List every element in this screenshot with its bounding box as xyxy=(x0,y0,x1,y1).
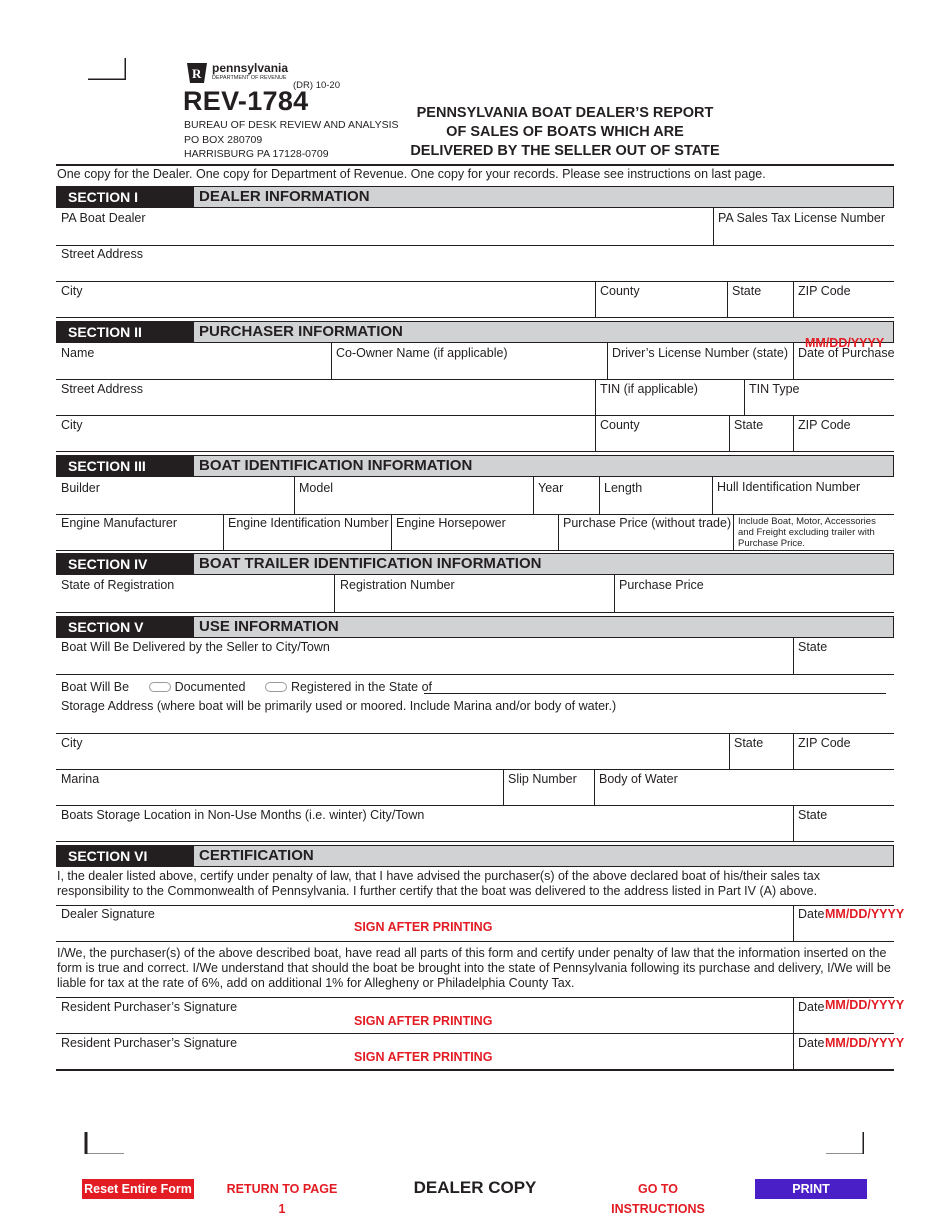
date-of-purchase-field[interactable]: Date of Purchase xyxy=(798,346,895,360)
purchaser-state-field[interactable]: State xyxy=(734,418,764,432)
tin-type-field[interactable]: TIN Type xyxy=(749,382,800,396)
revision: (DR) 10-20 xyxy=(293,80,340,91)
body-of-water-field[interactable]: Body of Water xyxy=(599,772,678,786)
trailer-purchase-price-field[interactable]: Purchase Price xyxy=(619,578,704,592)
registration-mark-top-left xyxy=(86,56,126,80)
svg-text:R: R xyxy=(192,66,202,81)
reset-form-button[interactable]: Reset Entire Form xyxy=(82,1179,194,1199)
engine-horsepower-field[interactable]: Engine Horsepower xyxy=(396,516,506,530)
purchaser-name-field[interactable]: Name xyxy=(61,346,95,360)
date-of-purchase-placeholder[interactable]: MM/DD/YYYY xyxy=(805,336,885,350)
storage-address-field[interactable]: Storage Address (where boat will be primarily used or moored. Include Marina and/or body of water.) xyxy=(61,699,617,713)
documented-radio[interactable] xyxy=(149,682,171,692)
length-field[interactable]: Length xyxy=(604,481,643,495)
resident-2-date-field[interactable]: MM/DD/YYYY xyxy=(825,1036,905,1050)
dealer-county-field[interactable]: County xyxy=(600,284,640,298)
price-note: Include Boat, Motor, Accessories and Freight excluding trailer with Purchase Price. xyxy=(738,516,876,549)
delivered-city-field[interactable]: Boat Will Be Delivered by the Seller to City/Town xyxy=(61,640,330,654)
form-title: PENNSYLVANIA BOAT DEALER’S REPORT OF SALES OF BOATS WHICH ARE DELIVERED BY THE SELLER OUT OF STATE xyxy=(410,105,720,159)
section-4-header: SECTION IV BOAT TRAILER IDENTIFICATION INFORMATION xyxy=(56,553,894,575)
storage-zip-field[interactable]: ZIP Code xyxy=(798,736,851,750)
resident-1-sign-after-printing: SIGN AFTER PRINTING xyxy=(354,1014,493,1028)
dealer-sign-after-printing: SIGN AFTER PRINTING xyxy=(354,920,493,934)
go-to-instructions-button[interactable]: GO TO INSTRUCTIONS xyxy=(611,1182,705,1216)
registered-label: Registered in the State of xyxy=(290,680,432,694)
purchaser-zip-field[interactable]: ZIP Code xyxy=(798,418,851,432)
dealer-certification-text: I, the dealer listed above, certify under penalty of law, that I have advised the purchaser(s) of the above declared boat of his/their sales tax responsibility to the Commonwealth of Pennsylvania. I further certify that the boat was delivered to the address listed in Part IV (A) above. xyxy=(57,869,820,898)
purchaser-city-field[interactable]: City xyxy=(61,418,83,432)
tin-field[interactable]: TIN (if applicable) xyxy=(600,382,698,396)
winter-storage-state-field[interactable]: State xyxy=(798,808,828,822)
section-1-header: SECTION I DEALER INFORMATION xyxy=(56,186,894,208)
logo-dept: DEPARTMENT OF REVENUE xyxy=(212,75,287,81)
dealer-city-field[interactable]: City xyxy=(61,284,83,298)
resident-signature-2-field[interactable]: Resident Purchaser’s Signature xyxy=(61,1036,238,1050)
section-5-header: SECTION V USE INFORMATION xyxy=(56,616,894,638)
dealer-date-label: Date xyxy=(798,907,825,921)
purchaser-certification-text: I/We, the purchaser(s) of the above described boat, have read all parts of this form and certify under penalty of law that the information inserted on the form is true and correct. I/We understand that should the boat be brought into the state of Pennsylvania following its purchase and delivery, I/We will be liable for tax at the rate of 6%, add on additional 1% for Allegheny or Philadelphia County Tax. xyxy=(57,946,891,990)
copy-label: DEALER COPY xyxy=(413,1178,537,1197)
builder-field[interactable]: Builder xyxy=(61,481,100,495)
purchase-price-field[interactable]: Purchase Price (without trade) xyxy=(563,516,732,530)
keystone-icon xyxy=(185,61,209,85)
purchaser-street-field[interactable]: Street Address xyxy=(61,382,143,396)
documented-label: Documented xyxy=(174,680,246,694)
slip-number-field[interactable]: Slip Number xyxy=(508,772,577,786)
model-field[interactable]: Model xyxy=(299,481,334,495)
year-field[interactable]: Year xyxy=(538,481,564,495)
storage-state-field[interactable]: State xyxy=(734,736,764,750)
hull-id-field[interactable]: Hull Identification Number xyxy=(717,480,861,494)
drivers-license-field[interactable]: Driver’s License Number (state) xyxy=(612,346,788,360)
dealer-name-field[interactable]: PA Boat Dealer xyxy=(61,211,146,225)
purchaser-county-field[interactable]: County xyxy=(600,418,640,432)
section-2-header: SECTION II PURCHASER INFORMATION xyxy=(56,321,894,343)
print-button[interactable]: PRINT xyxy=(755,1179,867,1199)
coowner-name-field[interactable]: Co-Owner Name (if applicable) xyxy=(336,346,508,360)
dealer-signature-field[interactable]: Dealer Signature xyxy=(61,907,155,921)
section-3-header: SECTION III BOAT IDENTIFICATION INFORMATION xyxy=(56,455,894,477)
dealer-state-field[interactable]: State xyxy=(732,284,762,298)
bureau-address: BUREAU OF DESK REVIEW AND ANALYSIS PO BOX 280709 HARRISBURG PA 17128-0709 xyxy=(184,119,399,160)
registered-state-input[interactable] xyxy=(424,693,886,694)
dealer-zip-field[interactable]: ZIP Code xyxy=(798,284,851,298)
resident-1-date-field[interactable]: MM/DD/YYYY xyxy=(825,998,905,1012)
dealer-date-field[interactable]: MM/DD/YYYY xyxy=(825,907,905,921)
storage-city-field[interactable]: City xyxy=(61,736,83,750)
delivered-state-field[interactable]: State xyxy=(798,640,828,654)
trailer-registration-number-field[interactable]: Registration Number xyxy=(340,578,455,592)
engine-manufacturer-field[interactable]: Engine Manufacturer xyxy=(61,516,178,530)
resident-2-date-label: Date xyxy=(798,1036,825,1050)
form-code: REV-1784 xyxy=(183,86,309,116)
registration-mark-bottom-right xyxy=(824,1130,864,1154)
engine-id-field[interactable]: Engine Identification Number xyxy=(228,516,389,530)
sales-tax-license-field[interactable]: PA Sales Tax License Number xyxy=(718,211,885,225)
registration-mark-bottom-left xyxy=(84,1130,124,1154)
resident-signature-1-field[interactable]: Resident Purchaser’s Signature xyxy=(61,1000,238,1014)
section-6-header: SECTION VI CERTIFICATION xyxy=(56,845,894,867)
header-rule xyxy=(56,164,894,166)
logo-text: pennsylvania xyxy=(212,61,289,75)
resident-2-sign-after-printing: SIGN AFTER PRINTING xyxy=(354,1050,493,1064)
marina-field[interactable]: Marina xyxy=(61,772,100,786)
registered-radio[interactable] xyxy=(265,682,287,692)
boat-will-be-row: Boat Will Be Documented Registered in the State of xyxy=(61,680,432,694)
dealer-street-field[interactable]: Street Address xyxy=(61,247,143,261)
winter-storage-city-field[interactable]: Boats Storage Location in Non-Use Months (i.e. winter) City/Town xyxy=(61,808,425,822)
trailer-state-registration-field[interactable]: State of Registration xyxy=(61,578,175,592)
resident-1-date-label: Date xyxy=(798,1000,825,1014)
return-to-page-1-button[interactable]: RETURN TO PAGE 1 xyxy=(226,1182,338,1216)
intro-text: One copy for the Dealer. One copy for Department of Revenue. One copy for your records. Please see instructions on last page. xyxy=(57,167,766,181)
